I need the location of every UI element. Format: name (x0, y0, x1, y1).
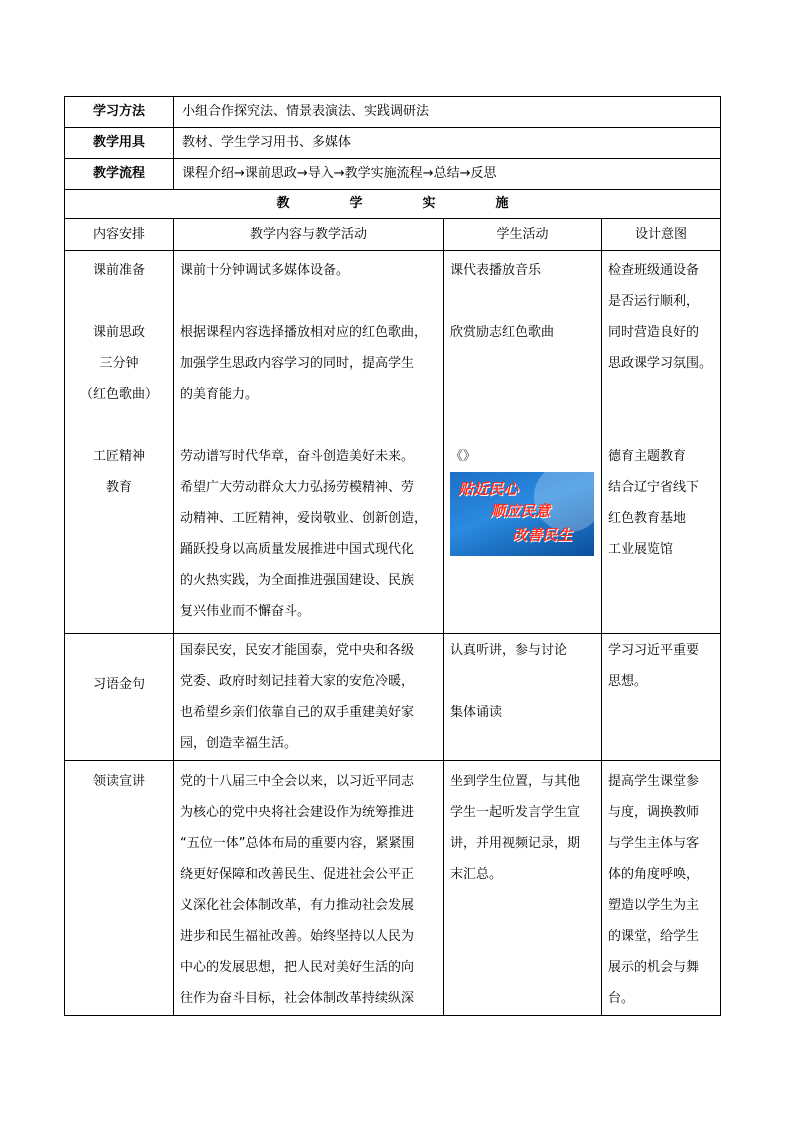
info-label: 教学流程 (65, 159, 174, 190)
design-intent-cell: 学习习近平重要 思想。 (602, 634, 721, 761)
info-label: 学习方法 (65, 97, 174, 128)
content-arrangement-cell: 课前准备 课前思政 三分钟 （红色歌曲） 工匠精神 教育 (65, 251, 174, 634)
student-activity-cell: 坐到学生位置，与其他 学生一起听发言学生宣 讲，并用视频记录，期 末汇总。 (444, 761, 602, 1016)
info-label: 教学用具 (65, 128, 174, 159)
teaching-content-cell: 国泰民安，民安才能国泰，党中央和各级 党委、政府时刻记挂着大家的安危冷暖， 也希望乡亲们依靠自己的双手重建美好家 园，创造幸福生活。 (174, 634, 444, 761)
section-title: 教 学 实 施 (65, 190, 721, 219)
lesson-plan-page (64, 96, 720, 1016)
design-intent-cell: 提高学生课堂参 与度，调换教师 与学生主体与客 体的角度呼唤， 塑造以学生为主 的课堂，给学生 展示的机会与舞 台。 (602, 761, 721, 1016)
info-row-flow (65, 159, 721, 190)
info-value: 小组合作探究法、情景表演法、实践调研法 (174, 97, 721, 128)
column-header: 内容安排 (65, 219, 174, 251)
column-header-row (65, 219, 721, 251)
section-title-row (65, 190, 721, 219)
info-value: 课程介绍→课前思政→导入→教学实施流程→总结→反思 (174, 159, 721, 190)
table-row (65, 251, 721, 634)
column-header: 设计意图 (602, 219, 721, 251)
design-intent-cell: 检查班级通设备 是否运行顺利， 同时营造良好的 思政课学习氛围。 德育主题教育 结合辽宁省线下 红色教育基地 工业展览馆 (602, 251, 721, 634)
column-header: 学生活动 (444, 219, 602, 251)
column-header: 教学内容与教学活动 (174, 219, 444, 251)
student-activity-cell: 认真听讲，参与讨论 集体诵读 (444, 634, 602, 761)
table-row (65, 634, 721, 761)
content-arrangement-cell: 习语金句 (65, 634, 174, 761)
info-row-method (65, 97, 721, 128)
people-livelihood-banner-image: 贴近民心 顺应民意 改善民生 (450, 472, 594, 556)
student-activity-cell: 课代表播放音乐 欣赏励志红色歌曲 《》 贴近民心 顺应民意 改善民生 (444, 251, 602, 634)
lesson-plan-table (64, 96, 721, 1016)
teaching-content-cell: 党的十八届三中全会以来，以习近平同志 为核心的党中央将社会建设作为统筹推进 “五位一体”总体布局的重要内容，紧紧围 绕更好保障和改善民生、促进社会公平正 义深化社会体制改革，有力推动社会发展 进步和民生福祉改善。始终坚持以人民为 中心的发展思想，把人民对美好生活的向 往作为奋斗目标，社会体制改革持续纵深 (174, 761, 444, 1016)
content-arrangement-cell: 领读宣讲 (65, 761, 174, 1016)
info-row-tools (65, 128, 721, 159)
teaching-content-cell: 课前十分钟调试多媒体设备。 根据课程内容选择播放相对应的红色歌曲， 加强学生思政内容学习的同时，提高学生 的美育能力。 劳动谱写时代华章，奋斗创造美好未来。 希望广大劳动群众大力弘扬劳模精神、劳 动精神、工匠精神，爱岗敬业、创新创造， 踊跃投身以高质量发展推进中国式现代化 的火热实践，为全面推进强国建设、民族 复兴伟业而不懈奋斗。 (174, 251, 444, 634)
info-value: 教材、学生学习用书、多媒体 (174, 128, 721, 159)
table-row (65, 761, 721, 1016)
